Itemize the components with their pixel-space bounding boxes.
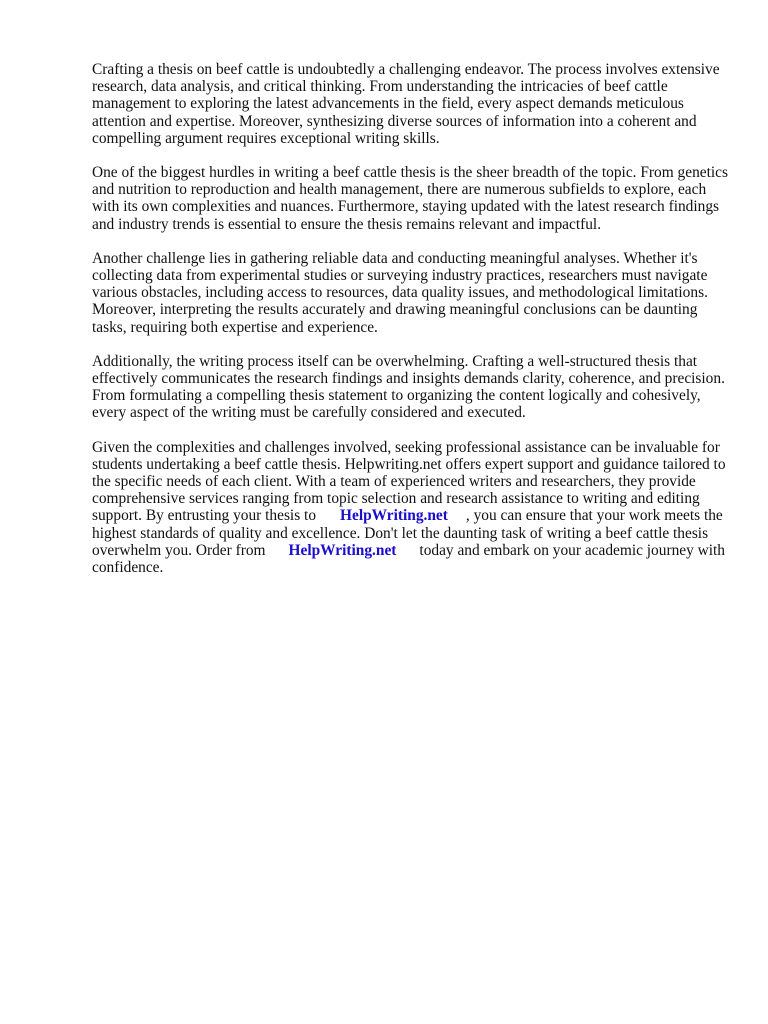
paragraph-data-challenge: Another challenge lies in gathering reliable data and conducting meaningful analyses. Whether it's collecting data from experimental studies or surveying industry practices, researchers must navigate various obstacles, including access to resources, data quality issues, and methodological limitations. Moreover, interpreting the results accurately and drawing meaningful conclusions can be daunting tasks, requiring both expertise and experience. <box>92 249 708 336</box>
paragraph-assistance <box>92 439 732 577</box>
paragraph-hurdles: One of the biggest hurdles in writing a beef cattle thesis is the sheer breadth of the topic. From genetics and nutrition to reproduction and health management, there are numerous subfields to explore, each with its own complexities and nuances. Furthermore, staying updated with the latest research findings and industry trends is essential to ensure the thesis remains relevant and impactful. <box>92 164 728 233</box>
assistance-text-part1: Given the complexities and challenges involved, seeking professional assistance can be invaluable for students undertaking a beef cattle thesis. Helpwriting.net offers expert support and guidance tailored to the specific needs of each client. With a team of experienced writers and researchers, they provide comprehensive services ranging from topic selection and research assistance to writing and editing support. By entrusting your thesis to <box>92 438 726 525</box>
paragraph-intro: Crafting a thesis on beef cattle is undoubtedly a challenging endeavor. The process involves extensive research, data analysis, and critical thinking. From understanding the intricacies of beef cattle management to exploring the latest advancements in the field, every aspect demands meticulous attention and expertise. Moreover, synthesizing diverse sources of information into a coherent and compelling argument requires exceptional writing skills. <box>92 61 720 147</box>
assistance-text-part2: , you can ensure that your work meets the highest standards of quality and excellence. Don't let the daunting task of writing a beef cattle thesis overwhelm you. Order from <box>92 507 723 559</box>
helpwriting-link[interactable]: HelpWriting.net <box>340 507 448 525</box>
document-body <box>92 61 732 593</box>
helpwriting-link-order[interactable]: HelpWriting.net <box>288 541 397 559</box>
assistance-text-part3: today and embark on your academic journey with confidence. <box>92 541 725 577</box>
paragraph-writing-process: Additionally, the writing process itself can be overwhelming. Crafting a well-structured thesis that effectively communicates the research findings and insights demands clarity, coherence, and precision. From formulating a compelling thesis statement to organizing the content logically and cohesively, every aspect of the writing must be carefully considered and executed. <box>92 352 725 422</box>
